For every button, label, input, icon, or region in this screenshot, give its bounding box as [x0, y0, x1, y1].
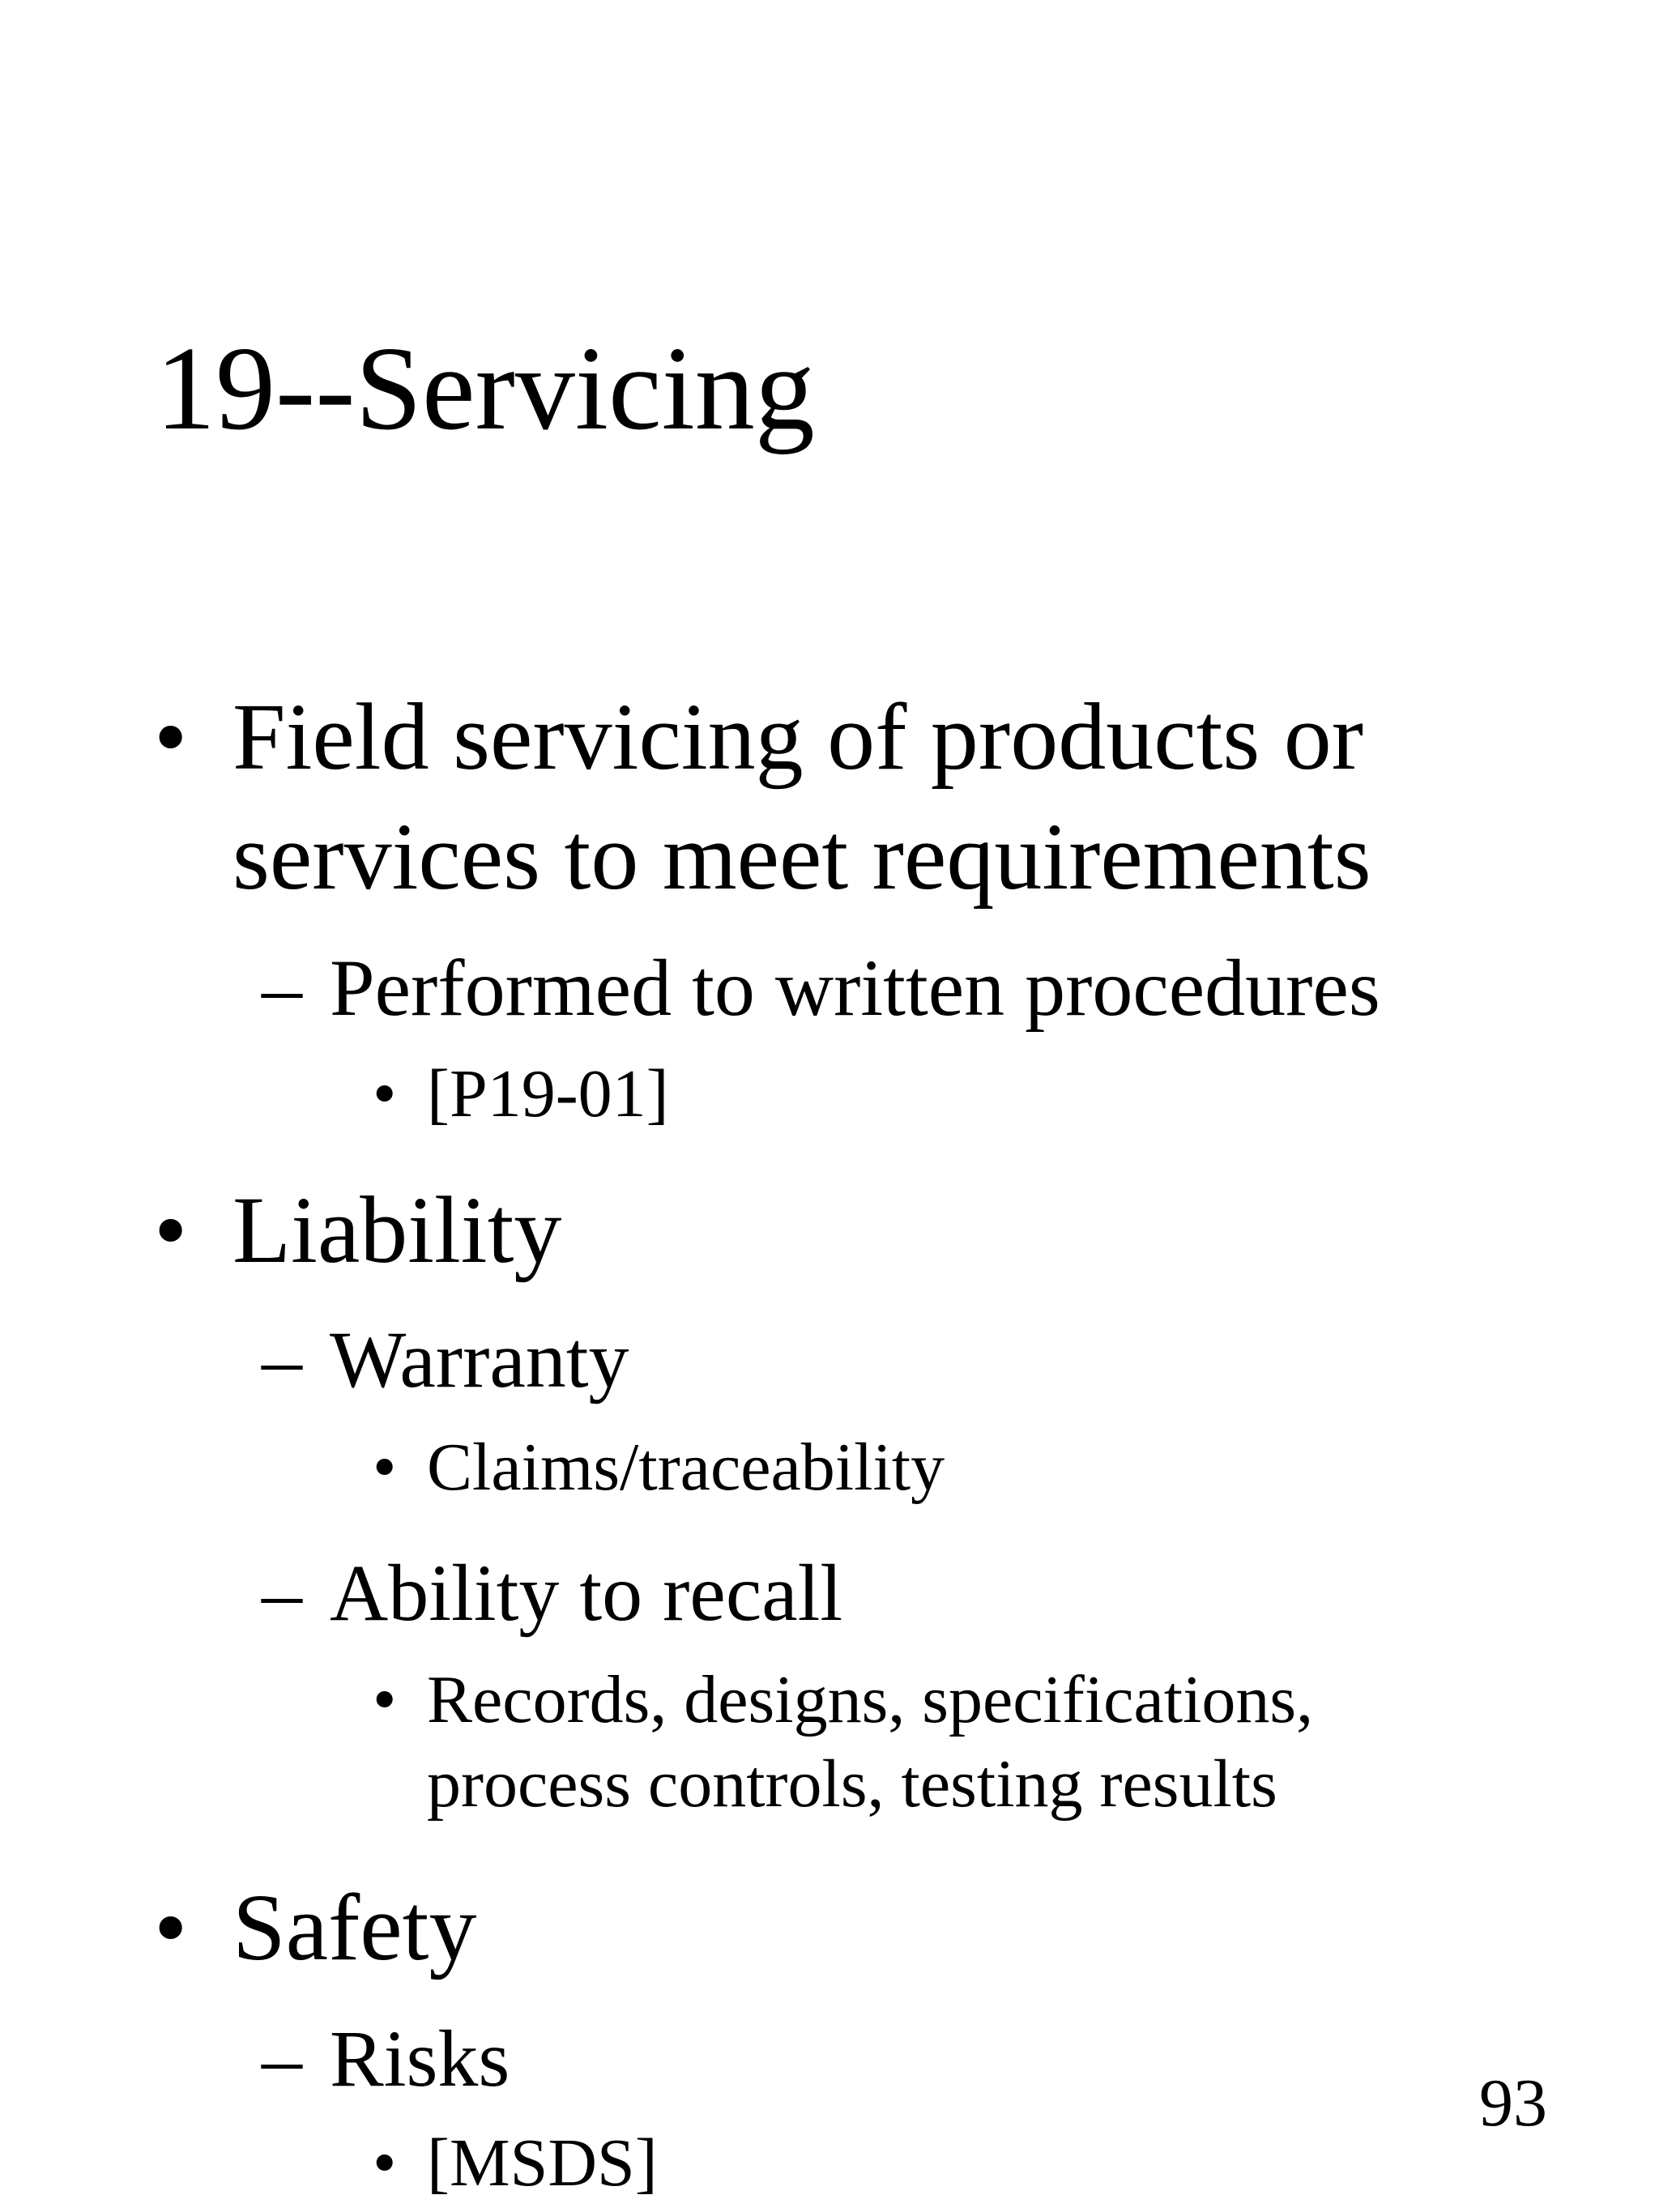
- slide-title: 19--Servicing: [156, 322, 815, 455]
- sub-sub-bullet-text: Claims/traceability: [427, 1430, 945, 1505]
- bullet-text: Field servicing of products or: [232, 684, 1364, 790]
- bullet-icon: •: [373, 1056, 397, 1132]
- bullet-text: Liability: [232, 1177, 562, 1283]
- sub-sub-bullet-text: process controls, testing results: [427, 1746, 1277, 1822]
- dash-icon: –: [262, 1548, 302, 1638]
- sub-bullet-text: Risks: [330, 2014, 510, 2103]
- sub-bullet-text: Warranty: [330, 1315, 629, 1404]
- bullet-icon: •: [373, 2125, 397, 2201]
- dash-icon: –: [262, 2014, 302, 2103]
- bullet-icon: •: [154, 684, 188, 790]
- sub-sub-bullet-text: [MSDS]: [427, 2125, 658, 2201]
- bullet-text: services to meet requirements: [232, 803, 1371, 910]
- sub-sub-bullet-text: [P19-01]: [427, 1056, 669, 1132]
- bullet-icon: •: [154, 1177, 188, 1283]
- sub-sub-bullet-text: Records, designs, specifications,: [427, 1662, 1314, 1737]
- page-number: 93: [1479, 2065, 1547, 2141]
- bullet-icon: •: [373, 1430, 397, 1505]
- sub-bullet-text: Ability to recall: [330, 1548, 843, 1638]
- bullet-icon: •: [373, 1662, 397, 1737]
- dash-icon: –: [262, 1315, 302, 1404]
- bullet-text: Safety: [232, 1874, 477, 1980]
- sub-bullet-text: Performed to written procedures: [330, 943, 1380, 1033]
- bullet-icon: •: [154, 1874, 188, 1980]
- dash-icon: –: [262, 943, 302, 1033]
